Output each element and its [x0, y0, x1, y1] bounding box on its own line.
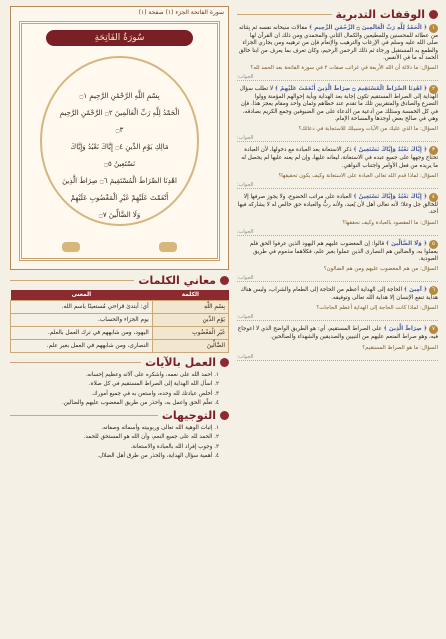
list-item: ٤. تعلّم الحق واعمل به، واحذر من طريق المغضوب عليهم والضالين. — [61, 399, 219, 406]
surah-line: بِسْمِ اللَّهِ الرَّحْمَٰنِ الرَّحِيمِ ۝١ — [79, 92, 160, 100]
vocab-table — [10, 290, 229, 353]
section-bullet-icon — [220, 276, 229, 285]
reflection-body: لا تطلب سؤال الهداية إلى الصراط المستقيم تكون إجابة بعد الهداية وبأية إحوالهم المؤمنة وولوا التضرع والصادق والمتقربين تلك ما تقدم عند خطاهم وثمان واحد ومقام يعجز هذا. فإن في كل الخمسة وسئلك من أدعية من الدعاء على من الضيوفين وجمع الكريم بصادقه، وهي في صالح بعض أوجدها والمساحة الإمام. — [239, 86, 438, 123]
word-cell: يَوْمِ الدِّينِ — [152, 314, 228, 327]
list-item: ٢. الحمد لله على جميع النعم، وأن الله هو المستحق للحمد. — [83, 434, 219, 441]
table-row — [11, 301, 229, 314]
reflection-body: ذكر الاستعانة بعد العبادة مع دخولها، لأن العبادة تحتاج وجهها على جميع عبده في الاستعانة، ليعانه عليها، وإن لم يعنه عليها لم يحصل له ما يريده من فعل الأوامر واجتناب النواهي. — [241, 147, 438, 169]
block-number: ٤ — [429, 193, 438, 202]
reflection-text — [237, 240, 438, 264]
list-item: ٣. أخلص عبادتك لله وحده، واستعن به في جميع أمورك. — [91, 390, 219, 397]
section-title: الوقفات التدبرية — [335, 8, 425, 21]
reflection-text — [237, 193, 438, 217]
section-bullet-icon — [220, 411, 229, 420]
table-row — [11, 327, 229, 340]
answer-line[interactable]: الجواب: — [237, 135, 438, 142]
section-divider — [10, 415, 158, 416]
word-cell: الضَّالِّينَ — [152, 340, 228, 353]
list-item: ٢. اسأل الله الهداية إلى الصراط المستقيم في كل صلاة. — [88, 381, 219, 388]
question-text: السؤال: ما المقصود بالعبادة وكيف نحققها؟ — [342, 219, 438, 226]
surah-line: مَالِكِ يَوْمِ الدِّينِ ۝٤ إِيَّاكَ نَعْبُدُ وَإِيَّاكَ نَسْتَعِينُ ۝٥ — [70, 143, 169, 168]
question-text: السؤال: ما دلالة أن الله الأربعة في غرائب صفات ٢ في سورة الفاتحة بعد الحمد لله؟ — [250, 65, 438, 72]
word-cell: غَيْرِ الْمَغْضُوبِ — [152, 327, 228, 340]
table-row — [11, 314, 229, 327]
mushaf-header — [11, 7, 228, 18]
answer-line[interactable]: الجواب: — [237, 229, 438, 236]
answer-line[interactable]: الجواب: — [237, 314, 438, 321]
verse-quote: ﴿ آمِينَ ﴾ — [403, 287, 427, 294]
block-number: ٢ — [429, 85, 438, 94]
reflection-text — [237, 85, 438, 123]
ornament-icon — [159, 242, 177, 252]
table-row — [11, 340, 229, 353]
surah-text-oval — [40, 56, 200, 226]
reflection-blocks — [237, 24, 438, 361]
block-number: ٦ — [429, 286, 438, 295]
section-bullet-icon — [220, 358, 229, 367]
list-item: ١. احمد الله على نعمه، واشكره على آلائه وعظيم إحسانه. — [85, 372, 219, 378]
reflection-body: الحاجة إلى الهداية أعظم من الحاجة إلى الطعام والشراب، وليس هناك هداية تنفع الإنسان إلا هداية الله تعالى وتوفيقه. — [240, 287, 438, 302]
reflection-block — [237, 193, 438, 236]
verse-quote: ﴿ الْحَمْدُ لِلَّهِ رَبِّ الْعَالَمِينَ ۝ الرَّحْمَٰنِ الرَّحِيمِ ﴾ — [308, 25, 427, 31]
section-title: التوجيهات — [161, 409, 216, 423]
section-heading-vocab — [10, 274, 229, 287]
answer-line[interactable]: الجواب: — [237, 182, 438, 189]
surah-line: وَلَا الضَّالِّينَ ۝٧ — [98, 211, 141, 219]
section-heading-work — [10, 356, 229, 369]
reflection-block — [237, 85, 438, 142]
reflection-text — [237, 146, 438, 170]
question-text: السؤال: لماذا قدم الله تعالى العبادة على الاستعانة وكيف يكون تحقيقها؟ — [278, 172, 438, 179]
surah-banner: سُورَةُ الفَاتِحَةِ — [46, 30, 192, 46]
list-item: ١. إثبات الوهية الله تعالى وربوبيته وأسمائه وصفاته. — [101, 425, 219, 432]
reflection-block — [237, 240, 438, 283]
reflection-text — [237, 325, 438, 341]
mushaf-page-image — [10, 6, 229, 270]
section-title: العمل بالآيات — [145, 356, 216, 369]
col-header-word: الكلمة — [152, 290, 228, 301]
work-list — [10, 372, 229, 407]
block-number: ١ — [429, 24, 438, 33]
reflection-text — [237, 286, 438, 302]
surah-line: الْحَمْدُ لِلَّهِ رَبِّ الْعَالَمِينَ ۝٢ الرَّحْمَٰنِ الرَّحِيمِ ۝٣ — [59, 109, 180, 134]
block-number: ٥ — [429, 240, 438, 249]
question-text: السؤال: ما هو الصراط المستقيم؟ — [362, 344, 438, 351]
answer-line[interactable]: الجواب: — [237, 354, 438, 361]
right-column — [233, 0, 446, 639]
word-cell: بِسْمِ اللَّهِ — [152, 301, 228, 314]
question-text: السؤال: ما الذي عليك من الآيات وسبيلك للاستجابة في دعائك؟ — [298, 126, 438, 133]
meaning-cell: النصارى، ومن شابههم في العمل بغير علم. — [11, 340, 153, 353]
surah-line: أَنْعَمْتَ عَلَيْهِمْ غَيْرِ الْمَغْضُوبِ عَلَيْهِمْ — [70, 194, 169, 202]
reflection-body: مقالات سيحانه نفسه ثم بِثنائه من عطائه للمحسنين وللمطيعين والكمال الثاني والمحمدي ومن ذلك ان القرآن لها صلى الله عليه وسلم في الإرغاب والترهيب والإنعام فإن من ترهيبه ومن يجاري الجزاء والطمع به المستقبل ورجاء ثم ذلك الرحمن الرحيم، وكان تعرف بما يعرف من ابنا خالق الحمد له ما في الأنفس. — [238, 25, 438, 61]
section-divider — [237, 14, 332, 15]
surah-line: اهْدِنَا الصِّرَاطَ الْمُسْتَقِيمَ ۝٦ صِرَاطَ الَّذِينَ — [62, 177, 177, 185]
verse-quote: ﴿ صِرَاطَ الَّذِينَ ﴾ — [383, 326, 427, 333]
vocab-rows — [11, 301, 229, 353]
section-divider — [10, 362, 141, 363]
guides-list — [10, 425, 229, 460]
reflection-body: قالوا: إن المغضوب عليهم هم اليهود الذين عرفوا الحق فلم يعملوا به، والضالين هم النصارى الذين عملوا بغير علم، فكلاهما مذموم في طريق العبودية. — [249, 240, 438, 262]
section-bullet-icon — [429, 10, 438, 19]
block-number: ٧ — [429, 325, 438, 334]
verse-quote: ﴿ إِيَّاكَ نَعْبُدُ وَإِيَّاكَ نَسْتَعِينُ ﴾ — [353, 147, 427, 154]
section-title: معاني الكلمات — [138, 274, 216, 287]
reflection-block — [237, 24, 438, 81]
verse-quote: ﴿ اهْدِنَا الصِّرَاطَ الْمُسْتَقِيمَ ۝ صِرَاطَ الَّذِينَ أَنْعَمْتَ عَلَيْهِمْ ﴾ — [274, 86, 427, 93]
ornament-icon — [62, 242, 80, 252]
question-text: السؤال: لماذا كانت الحاجة إلى الهداية أعظم الحاجات؟ — [316, 305, 438, 312]
question-text: السؤال: من هم المغضوب عليهم ومن هم الضالون؟ — [323, 266, 438, 273]
mushaf-header-text: سورة الفاتحة الجزء (١) صفحة (١) — [138, 9, 224, 16]
verse-quote: ﴿ إِيَّاكَ نَعْبُدُ وَإِيَّاكَ نَسْتَعِينُ ﴾ — [353, 193, 427, 200]
reflection-block — [237, 286, 438, 321]
reflection-text — [237, 24, 438, 62]
section-divider — [10, 280, 134, 281]
verse-quote: ﴿ وَلَا الضَّالِّينَ ﴾ — [385, 240, 427, 247]
reflection-block — [237, 146, 438, 189]
section-heading-reflections — [237, 8, 438, 21]
section-heading-guides — [10, 409, 229, 422]
mushaf-frame — [19, 21, 220, 261]
reflection-body: على الصراط المستقيم، أي: هو الطريق الواضح الذي لا اعوجاج فيه، وهو صراط المنعم عليهم من النبيين والصديقين والشهداء والصالحين. — [237, 326, 438, 341]
block-number: ٣ — [429, 146, 438, 155]
answer-line[interactable]: الجواب: — [237, 74, 438, 81]
reflection-block — [237, 325, 438, 360]
answer-line[interactable]: الجواب: — [237, 275, 438, 282]
meaning-cell: اليهود، ومن شابههم في ترك العمل بالعلم. — [11, 327, 153, 340]
meaning-cell: يوم الجزاء والحساب. — [11, 314, 153, 327]
reflection-body: العبادة على مراتب الخضوع، ولا يجوز صرفها إلا للخالق جل وعلا؛ لأنه تعالى أهل لأن يُعبد، ولأنه ربٌّ والعبادة حق خالص له لا يشاركه فيها أحد. — [237, 193, 438, 216]
list-item: ٣. وجوب إفراد الله بالعبادة والاستعانة. — [130, 443, 219, 450]
col-header-meaning: المعنى — [11, 290, 153, 301]
meaning-cell: أي: أبتدئ قراءتي مُستعينًا باسم الله. — [11, 301, 153, 314]
list-item: ٤. أهمية سؤال الهداية، والحذر من طرق أهل الضلال. — [97, 453, 219, 460]
